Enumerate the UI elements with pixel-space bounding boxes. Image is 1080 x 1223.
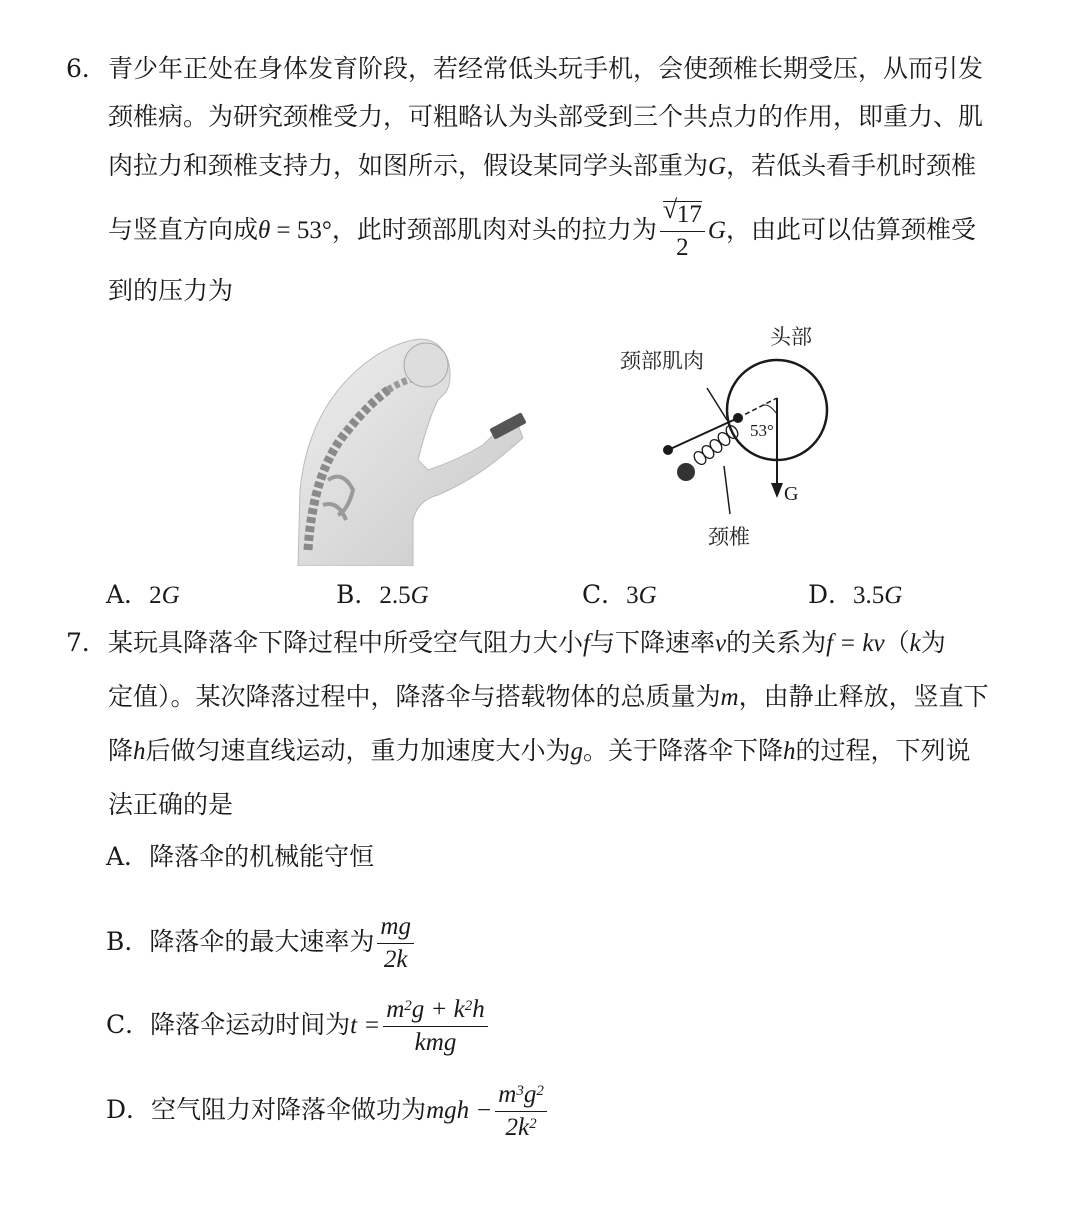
frac-num: mg bbox=[377, 911, 414, 944]
var-theta: θ bbox=[258, 217, 271, 244]
question-6-line-4 bbox=[108, 198, 976, 264]
num-part: g + k bbox=[411, 996, 465, 1023]
option-letter: C． bbox=[106, 1010, 151, 1039]
option-value: 3.5 bbox=[853, 582, 885, 609]
text: （ bbox=[884, 628, 910, 657]
option-value: 3 bbox=[626, 582, 639, 609]
text: 的关系为 bbox=[726, 628, 827, 657]
question-7-line-4: 法正确的是 bbox=[108, 790, 234, 819]
sqrt17-over-2-fraction bbox=[660, 199, 705, 264]
gravity-arrowhead bbox=[771, 483, 783, 498]
num-part: h bbox=[472, 996, 485, 1023]
frac-den: 2 bbox=[676, 234, 689, 261]
q7-option-d bbox=[106, 1078, 550, 1144]
force-G-label: G bbox=[784, 483, 799, 505]
option-text: 降落伞的机械能守恒 bbox=[149, 842, 375, 871]
exponent: 2 bbox=[529, 1116, 537, 1132]
option-unit: G bbox=[884, 582, 903, 609]
fraction-work bbox=[495, 1079, 547, 1144]
option-letter: B． bbox=[106, 927, 150, 956]
option-letter: A． bbox=[106, 842, 150, 871]
question-6-line-2: 颈椎病。为研究颈椎受力，可粗略认为头部受到三个共点力的作用，即重力、肌 bbox=[108, 102, 984, 131]
var-v: v bbox=[714, 630, 727, 657]
var-k: k bbox=[909, 630, 921, 657]
spine-leader-line bbox=[724, 466, 730, 514]
option-text: 降落伞的最大速率为 bbox=[149, 927, 375, 956]
option-value: 2.5 bbox=[379, 582, 411, 609]
var-h: h bbox=[133, 738, 146, 765]
text: 与下降速率 bbox=[589, 628, 715, 657]
option-text: 空气阻力对降落伞做功为 bbox=[151, 1095, 427, 1124]
var-h: h bbox=[783, 738, 796, 765]
question-7-number: 7． bbox=[66, 628, 107, 657]
frac-num bbox=[383, 994, 488, 1027]
var-m: m bbox=[720, 684, 739, 711]
text: 肉拉力和颈椎支持力，如图所示，假设某同学头部重为 bbox=[108, 151, 709, 180]
question-7-line-2 bbox=[108, 680, 989, 715]
q6-option-b bbox=[336, 578, 429, 613]
q7-option-b bbox=[106, 910, 417, 976]
angle-label: 53° bbox=[750, 421, 774, 440]
angle-arc bbox=[762, 405, 777, 414]
var-G: G bbox=[708, 153, 727, 180]
fraction-time bbox=[383, 994, 488, 1059]
option-letter: A． bbox=[106, 580, 150, 609]
formula-lhs: mgh − bbox=[426, 1097, 493, 1124]
spine-base-ball bbox=[677, 463, 695, 481]
muscle-leader-line bbox=[707, 388, 727, 420]
spine-label: 颈椎 bbox=[708, 525, 750, 549]
den-part: 2k bbox=[505, 1114, 530, 1141]
var-G: G bbox=[707, 217, 726, 244]
text: ，此时颈部肌肉对头的拉力为 bbox=[331, 215, 657, 244]
question-6-number: 6． bbox=[66, 54, 107, 83]
var-g: g bbox=[570, 738, 584, 765]
frac-den bbox=[495, 1112, 547, 1144]
question-6-line-1: 青少年正处在身体发育阶段，若经常低头玩手机，会使颈椎长期受压，从而引发 bbox=[108, 54, 984, 83]
formula-f-kv: f = kv bbox=[826, 630, 885, 657]
frac-den: 2k bbox=[383, 946, 408, 973]
q6-option-d bbox=[808, 578, 902, 613]
theta-eq: = 53° bbox=[270, 217, 332, 244]
question-7-line-1 bbox=[108, 626, 946, 661]
q7-option-a bbox=[106, 840, 374, 874]
option-text: 降落伞运动时间为 bbox=[150, 1010, 351, 1039]
exponent: 2 bbox=[536, 1083, 544, 1099]
num-part: m bbox=[498, 1081, 517, 1108]
option-unit: G bbox=[638, 582, 657, 609]
option-letter: C． bbox=[582, 580, 627, 609]
var-f: f bbox=[583, 630, 590, 657]
exponent: 2 bbox=[404, 998, 412, 1014]
formula-lhs: t = bbox=[350, 1012, 381, 1039]
question-6-line-3 bbox=[108, 149, 976, 184]
frac-num bbox=[495, 1079, 547, 1112]
text: 为 bbox=[920, 628, 946, 657]
num-part: m bbox=[386, 996, 405, 1023]
text: 某玩具降落伞下降过程中所受空气阻力大小 bbox=[108, 628, 584, 657]
text: 的过程，下列说 bbox=[795, 736, 971, 765]
option-unit: G bbox=[161, 582, 180, 609]
text: ，由静止释放，竖直下 bbox=[738, 682, 989, 711]
head-label: 头部 bbox=[770, 325, 812, 349]
option-letter: D． bbox=[808, 580, 854, 609]
option-letter: B． bbox=[336, 580, 380, 609]
frac-den: kmg bbox=[414, 1029, 457, 1056]
force-diagram bbox=[612, 318, 852, 564]
text: 。关于降落伞下降 bbox=[583, 736, 784, 765]
neck-posture-illustration bbox=[268, 320, 580, 566]
option-letter: D． bbox=[106, 1095, 152, 1124]
text: ，由此可以估算颈椎受 bbox=[725, 215, 976, 244]
option-value: 2 bbox=[149, 582, 162, 609]
q7-option-c bbox=[106, 993, 491, 1059]
spine-segments bbox=[692, 423, 740, 466]
sqrt-17: √ 17 bbox=[663, 201, 702, 228]
question-7-line-3 bbox=[108, 734, 971, 769]
option-unit: G bbox=[410, 582, 429, 609]
muscle-end-dot bbox=[663, 445, 673, 455]
text: 定值）。某次降落过程中，降落伞与搭载物体的总质量为 bbox=[108, 682, 721, 711]
q6-option-c bbox=[582, 578, 657, 613]
exponent: 3 bbox=[516, 1083, 524, 1099]
text: 与竖直方向成 bbox=[108, 215, 259, 244]
q6-option-a bbox=[106, 578, 180, 613]
text: 降 bbox=[108, 736, 134, 765]
fraction-mg-over-2k bbox=[377, 911, 414, 976]
exponent: 2 bbox=[464, 998, 473, 1014]
text: 后做匀速直线运动，重力加速度大小为 bbox=[145, 736, 571, 765]
num-part: g bbox=[523, 1081, 537, 1108]
text: ，若低头看手机时颈椎 bbox=[726, 151, 977, 180]
question-6-line-5: 到的压力为 bbox=[108, 276, 234, 305]
muscle-label: 颈部肌肉 bbox=[620, 349, 704, 373]
